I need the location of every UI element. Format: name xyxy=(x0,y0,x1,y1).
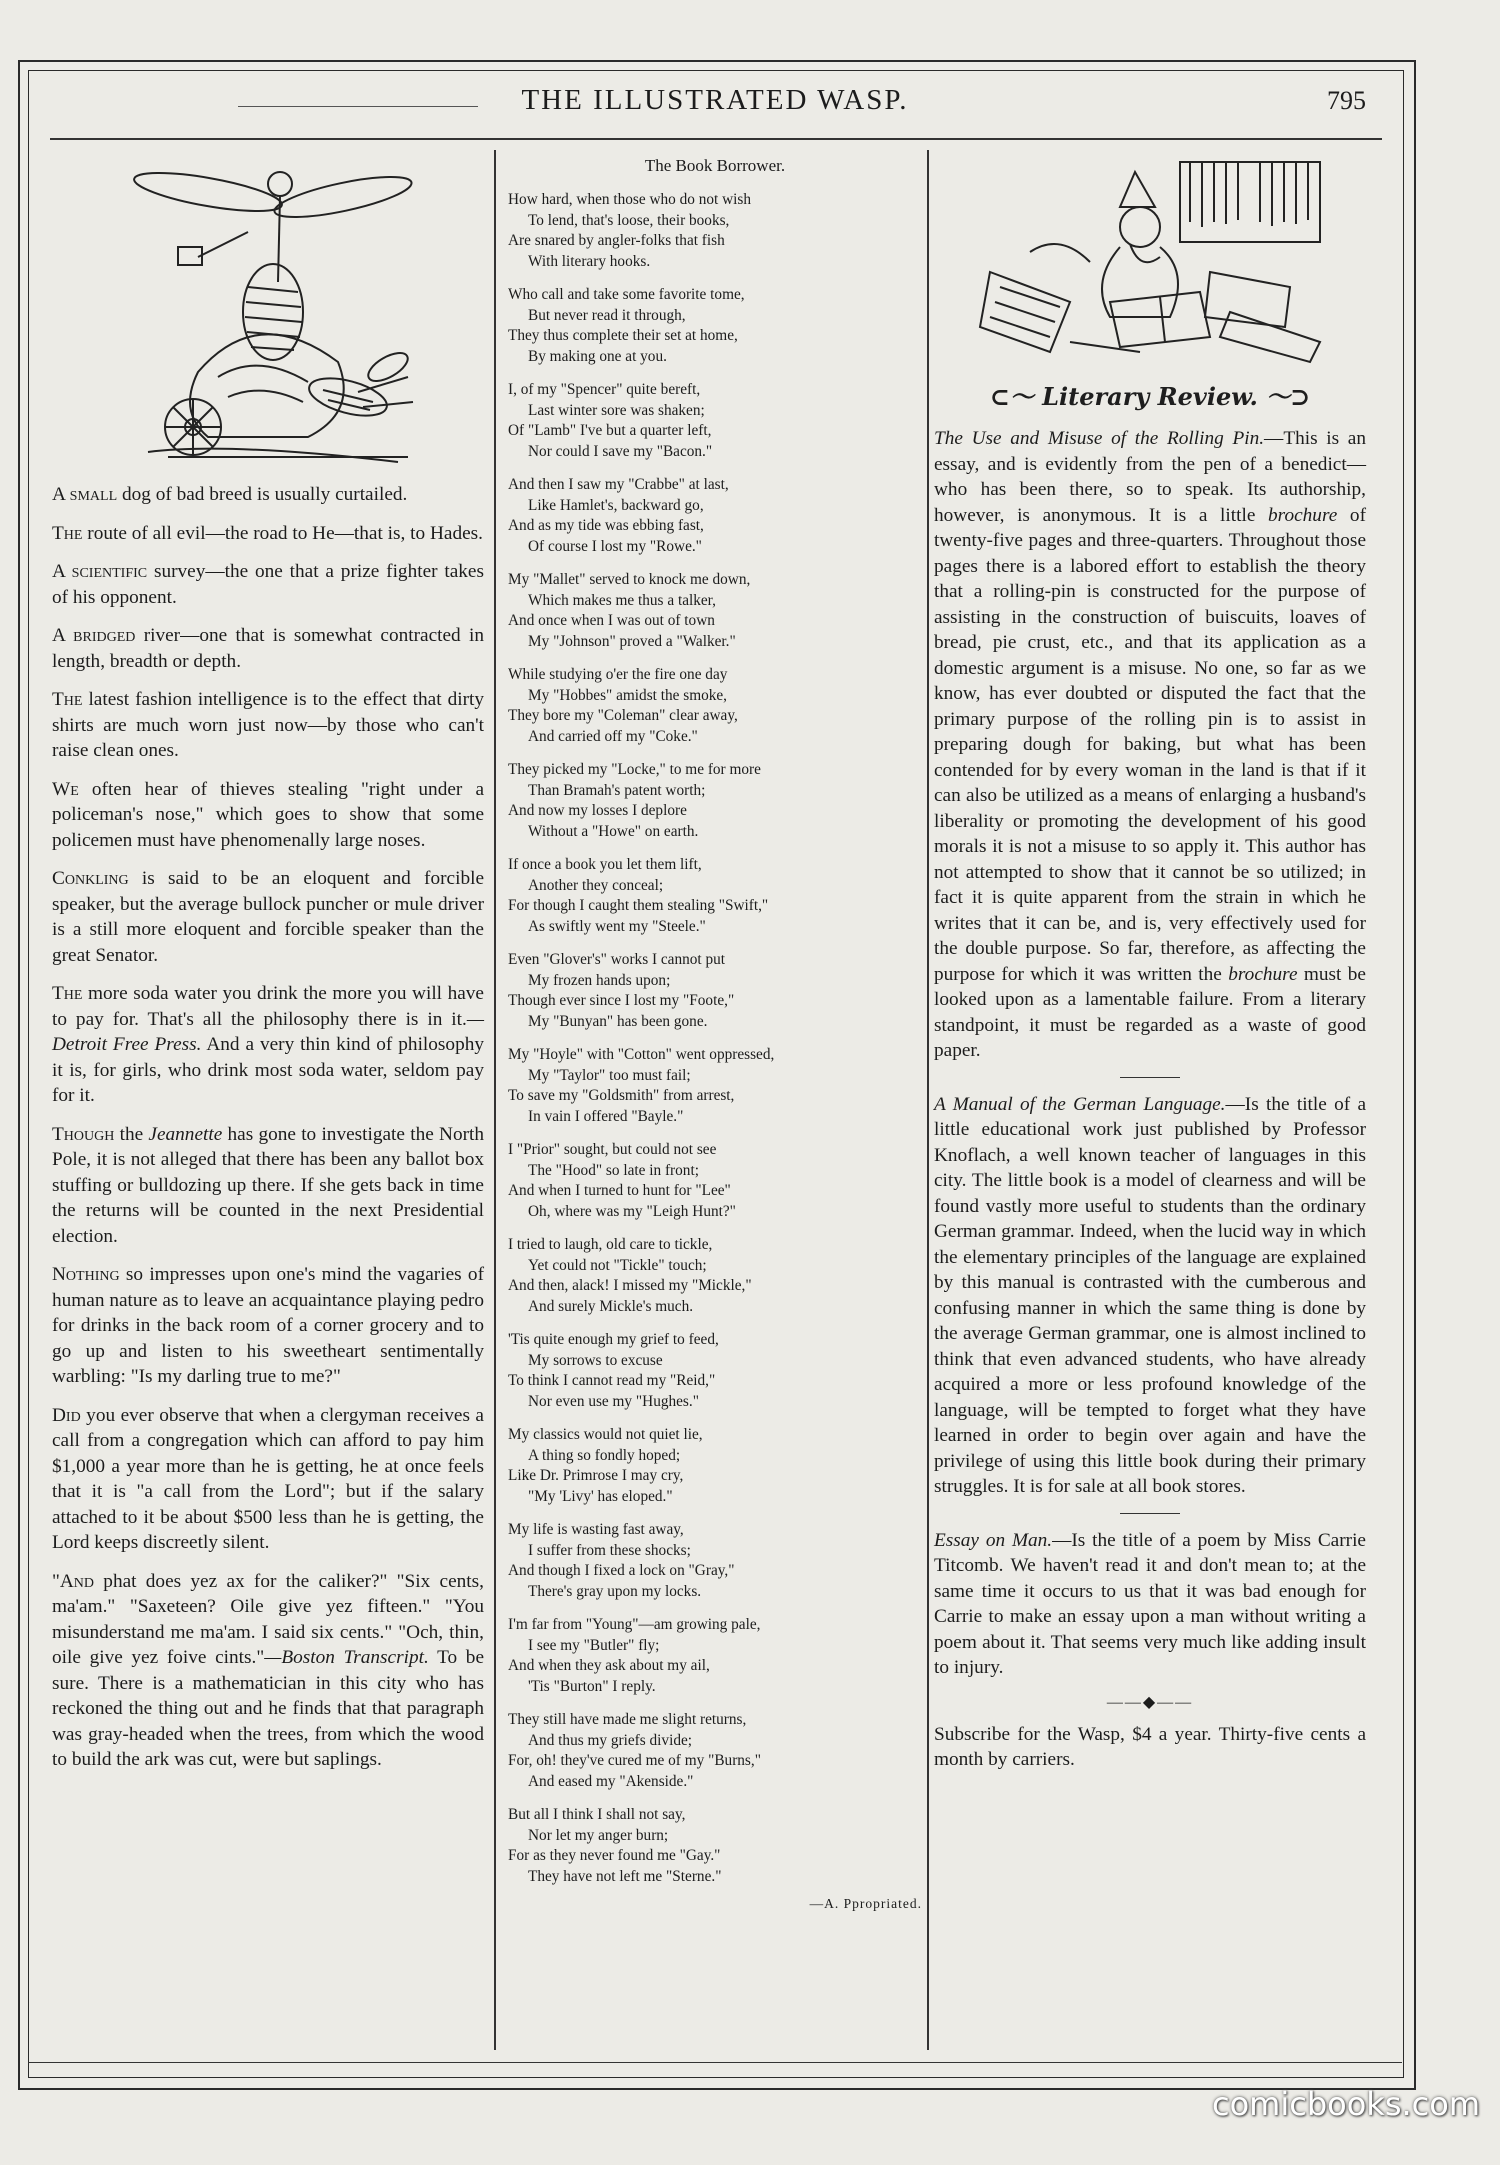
column-poem xyxy=(508,152,922,1912)
poem-line: Though ever since I lost my "Foote," xyxy=(508,992,735,1009)
poem-line: My "Taylor" too must fail; xyxy=(528,1066,691,1084)
poem-stanza xyxy=(508,1330,922,1412)
poem-line: I'm far from "Young"—am growing pale, xyxy=(508,1616,761,1633)
separator-rule xyxy=(1120,1077,1180,1078)
poem-line: Who call and take some favorite tome, xyxy=(508,286,745,303)
poem-line: By making one at you. xyxy=(528,347,667,365)
poem-stanza xyxy=(508,855,922,937)
poem-stanza xyxy=(508,1520,922,1602)
poem-stanza xyxy=(508,475,922,557)
poem-line: 'Tis quite enough my grief to feed, xyxy=(508,1331,719,1348)
joke-paragraph: The latest fashion intelligence is to the effect that dirty shirts are much worn just now—by those who can't raise clean ones. xyxy=(52,689,484,761)
joke-paragraph: We often hear of thieves stealing "right under a policeman's nose," which goes to show that some policemen must have phenomenally large noses. xyxy=(52,778,484,851)
poem-stanza xyxy=(508,760,922,842)
subscription-notice: Subscribe for the Wasp, $4 a year. Thirty-five cents a month by carriers. xyxy=(934,1723,1366,1770)
poem-line: Last winter sore was shaken; xyxy=(528,401,705,419)
poem-line: To lend, that's loose, their books, xyxy=(528,211,730,229)
poem-line: And thus my griefs divide; xyxy=(528,1731,693,1749)
poem-line: And then I saw my "Crabbe" at last, xyxy=(508,476,729,493)
poem-line: There's gray upon my locks. xyxy=(528,1582,702,1600)
section-heading-text: Literary Review. xyxy=(1042,382,1258,411)
review-item: A Manual of the German Language.—Is the title of a little educational work just published by Professor Knoflach, a well known teacher of languages in this city. The little book is a model of clearness and will be found vastly more useful to students than the ordinary German grammar. Indeed, when the lucid way in which the elementary principles of the language are explained by this manual is contrasted with the cumberous and confusing manner in which the same thing is done by the average German grammar, one is almost inclined to think that even advanced students, who have already acquired a more or less profound knowledge of the language, will be tempted to forget what they have learned in order to begin over again and have the privilege of using this little book during their primary struggles. It is for sale at all book stores. xyxy=(934,1093,1367,1497)
joke-paragraph: A scientific survey—the one that a prize fighter takes of his opponent. xyxy=(52,561,484,608)
poem-line: Yet could not "Tickle" touch; xyxy=(528,1256,707,1274)
poem-title: The Book Borrower. xyxy=(644,156,786,175)
poem-line: Of "Lamb" I've but a quarter left, xyxy=(508,422,712,439)
poem-line: Are snared by angler-folks that fish xyxy=(508,232,725,249)
joke-paragraph: Conkling is said to be an eloquent and forcible speaker, but the average bullock puncher or mule driver is a still more eloquent and forcible speaker than the great Senator. xyxy=(52,868,484,966)
watermark: comicbooks.com xyxy=(1211,2085,1480,2123)
poem-line: For though I caught them stealing "Swift," xyxy=(508,897,769,914)
poem-line: My "Mallet" served to knock me down, xyxy=(508,571,751,588)
poem-line: They thus complete their set at home, xyxy=(508,327,738,344)
poem-line: But all I think I shall not say, xyxy=(508,1806,686,1823)
ornament-divider-icon: ——◆—— xyxy=(1106,1693,1194,1711)
masthead xyxy=(28,84,1402,130)
poem-body xyxy=(508,190,922,1887)
review-item: The Use and Misuse of the Rolling Pin.—This is an essay, and is evidently from the pen of a benedict—who has been there, so to speak. Its authorship, however, is anonymous. It is a little brochure of twenty-five pages and three-quarters. Throughout those pages there is a labored effort to establish the theory that a rolling-pin is constructed for the purpose of assisting in the construction of buiscuits, loaves of bread, pie crust, etc., and that its application as a domestic argument is a misuse. No one, so far as we know, has ever doubted or disputed the fact that the primary purpose of the rolling pin is to assist in preparing dough for baking, but what has been contended for by every woman in the land is that if it can also be utilized as a means of enlarging a husband's liberality or promoting the development of his good morals it is not a misuse to so apply it. This author has not attempted to show that it cannot be so utilized; in fact it is quite apparent from the strain in which he writes that it can be, and is, very effectively used for the double purpose. So far, therefore, as affecting the purpose for which it was written the brochure must be looked upon as a lamentable failure. From a literary standpoint, it must be regarded as a waste of good paper. xyxy=(934,428,1366,1061)
flourish-left-icon: ⊂〜 xyxy=(989,382,1034,411)
poem-line: My "Hoyle" with "Cotton" went oppressed, xyxy=(508,1046,775,1063)
page-number: 795 xyxy=(1327,86,1366,115)
poem-stanza xyxy=(508,380,922,462)
column-jokes xyxy=(52,152,484,1786)
poem-stanza xyxy=(508,1805,922,1887)
poem-line: I, of my "Spencer" quite bereft, xyxy=(508,381,701,398)
joke-paragraph: "And phat does yez ax for the caliker?" "Six cents, ma'am." "Saxeteen? Oile give yez fifteen." "You misunderstand me ma'am. I said six cents." "Och, thin, oile give yez foive cints."—Boston Transcript. To be sure. There is a mathematician in this city who has reckoned the thing out and he finds that that paragraph was gray-headed when the trees, from which the wood to build the ark was cut, were but saplings. xyxy=(52,1570,484,1770)
poem-signature: —A. Ppropriated. xyxy=(809,1896,922,1911)
joke-paragraphs xyxy=(52,482,484,1773)
joke-paragraph: A small dog of bad breed is usually curtailed. xyxy=(52,484,408,505)
poem-line: With literary hooks. xyxy=(528,252,651,270)
poem-stanza xyxy=(508,285,922,367)
bookworm-gnome-illustration xyxy=(970,152,1330,367)
poem-line: Like Hamlet's, backward go, xyxy=(528,496,704,514)
poem-line: And once when I was out of town xyxy=(508,612,715,629)
poem-line: And then, alack! I missed my "Mickle," xyxy=(508,1277,752,1294)
poem-line: The "Hood" so late in front; xyxy=(528,1161,699,1179)
poem-line: And when I turned to hunt for "Lee" xyxy=(508,1182,731,1199)
joke-paragraph: Though the Jeannette has gone to investigate the North Pole, it is not alleged that there has been any ballot box stuffing or bulldozing up there. If she gets back in time the returns will be counted in the next Presidential election. xyxy=(52,1123,485,1247)
poem-line: For as they never found me "Gay." xyxy=(508,1847,721,1864)
poem-line: To think I cannot read my "Reid," xyxy=(508,1372,716,1389)
poem-line: But never read it through, xyxy=(528,306,686,324)
poem-line: My life is wasting fast away, xyxy=(508,1521,684,1538)
review-item: Essay on Man.—Is the title of a poem by Miss Carrie Titcomb. We haven't read it and don't mean to; at the same time it occurs to us that it was bad enough for Carrie to make an essay upon a man without writing a poem about it. That seems very much like adding insult to injury. xyxy=(934,1529,1366,1678)
poem-line: Nor even use my "Hughes." xyxy=(528,1392,699,1410)
publication-title: THE ILLUSTRATED WASP. xyxy=(521,84,909,116)
poem-line: Oh, where was my "Leigh Hunt?" xyxy=(528,1202,736,1220)
wasp-chariot-illustration xyxy=(108,152,428,472)
poem-line: If once a book you let them lift, xyxy=(508,856,702,873)
poem-stanza xyxy=(508,1710,922,1792)
poem-line: I tried to laugh, old care to tickle, xyxy=(508,1236,713,1253)
poem-line: My "Hobbes" amidst the smoke, xyxy=(528,686,728,704)
poem-stanza xyxy=(508,1425,922,1507)
poem-line: They have not left me "Sterne." xyxy=(528,1867,722,1885)
poem-line: And now my losses I deplore xyxy=(508,802,687,819)
poem-line: In vain I offered "Bayle." xyxy=(528,1107,684,1125)
poem-line: My sorrows to excuse xyxy=(528,1351,663,1369)
poem-line: Of course I lost my "Rowe." xyxy=(528,537,702,555)
poem-line: And when they ask about my ail, xyxy=(508,1657,710,1674)
joke-paragraph: A bridged river—one that is somewhat contracted in length, breadth or depth. xyxy=(52,625,484,672)
column-divider xyxy=(494,150,496,2050)
poem-line: A thing so fondly hoped; xyxy=(528,1446,681,1464)
poem-line: While studying o'er the fire one day xyxy=(508,666,728,683)
poem-line: And though I fixed a lock on "Gray," xyxy=(508,1562,735,1579)
poem-stanza xyxy=(508,190,922,272)
poem-line: And carried off my "Coke." xyxy=(528,727,698,745)
column-review xyxy=(934,152,1366,1786)
column-divider xyxy=(927,150,929,2050)
header-divider xyxy=(50,138,1382,140)
section-heading xyxy=(934,377,1366,412)
poem-line: And eased my "Akenside." xyxy=(528,1772,694,1790)
joke-paragraph: The more soda water you drink the more you will have to pay for. That's all the philosophy there is in it.—Detroit Free Press. And a very thin kind of philosophy it is, for girls, who drink most soda water, seldom pay for it. xyxy=(52,983,484,1106)
poem-stanza xyxy=(508,1615,922,1697)
separator-rule xyxy=(1120,1513,1180,1514)
poem-line: Nor let my anger burn; xyxy=(528,1826,669,1844)
poem-line: I suffer from these shocks; xyxy=(528,1541,691,1559)
poem-stanza xyxy=(508,665,922,747)
footer-rule xyxy=(28,2062,1402,2063)
poem-line: And as my tide was ebbing fast, xyxy=(508,517,704,534)
poem-stanza xyxy=(508,950,922,1032)
poem-line: Another they conceal; xyxy=(528,876,664,894)
poem-line: My frozen hands upon; xyxy=(528,971,671,989)
poem-line: Than Bramah's patent worth; xyxy=(528,781,706,799)
poem-line: "My 'Livy' has eloped." xyxy=(528,1487,673,1505)
poem-line: My classics would not quiet lie, xyxy=(508,1426,703,1443)
poem-line: Which makes me thus a talker, xyxy=(528,591,716,609)
joke-paragraph: Nothing so impresses upon one's mind the vagaries of human nature as to leave an acquaintance playing pedro for drinks in the back room of a corner grocery and to go up and listen to his sweetheart sentimentally warbling: "Is my darling true to me?" xyxy=(52,1264,484,1387)
poem-line: And surely Mickle's much. xyxy=(528,1297,694,1315)
poem-stanza xyxy=(508,1140,922,1222)
poem-line: They still have made me slight returns, xyxy=(508,1711,747,1728)
poem-line: I "Prior" sought, but could not see xyxy=(508,1141,717,1158)
poem-stanza xyxy=(508,1235,922,1317)
poem-stanza xyxy=(508,1045,922,1127)
joke-paragraph: Did you ever observe that when a clergyman receives a call from a congregation which can afford to pay him $1,000 a year more than he is getting, he at once feels that it is "a call from the Lord"; but if the salary attached to it be about $500 less than he is getting, the Lord keeps discreetly silent. xyxy=(52,1404,484,1553)
poem-line: Nor could I save my "Bacon." xyxy=(528,442,713,460)
poem-stanza xyxy=(508,570,922,652)
flourish-right-icon: 〜⊃ xyxy=(1266,382,1311,411)
poem-line: How hard, when those who do not wish xyxy=(508,191,752,208)
poem-line: I see my "Butler" fly; xyxy=(528,1636,660,1654)
poem-line: As swiftly went my "Steele." xyxy=(528,917,706,935)
poem-line: To save my "Goldsmith" from arrest, xyxy=(508,1087,735,1104)
poem-line: They bore my "Coleman" clear away, xyxy=(508,707,738,724)
joke-paragraph: The route of all evil—the road to He—that is, to Hades. xyxy=(52,522,483,544)
poem-line: Even "Glover's" works I cannot put xyxy=(508,951,726,968)
poem-line: 'Tis "Burton" I reply. xyxy=(528,1677,656,1695)
poem-line: For, oh! they've cured me of my "Burns," xyxy=(508,1752,761,1769)
poem-line: My "Bunyan" has been gone. xyxy=(528,1012,708,1030)
poem-line: My "Johnson" proved a "Walker." xyxy=(528,632,736,650)
poem-line: Without a "Howe" on earth. xyxy=(528,822,699,840)
poem-line: They picked my "Locke," to me for more xyxy=(508,761,761,778)
poem-line: Like Dr. Primrose I may cry, xyxy=(508,1467,684,1484)
